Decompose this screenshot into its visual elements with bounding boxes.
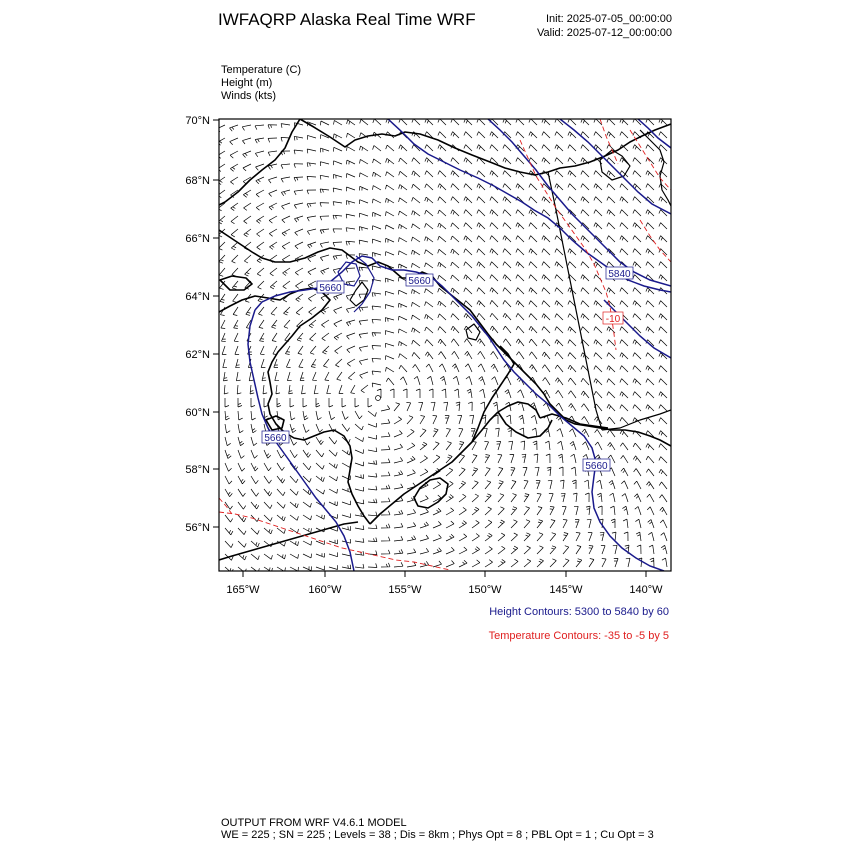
inland-waterbody-2 — [466, 324, 480, 340]
lat-label: 68°N — [185, 175, 210, 187]
lon-label: 150°W — [468, 584, 502, 596]
height-label-5660-a — [317, 281, 344, 294]
lat-label: 66°N — [185, 233, 210, 245]
height-label-text: 5660 — [319, 283, 342, 294]
lat-label: 70°N — [185, 115, 210, 127]
height-label-5840 — [606, 267, 633, 280]
latitude-axis — [185, 115, 219, 534]
seward-peninsula — [219, 230, 671, 446]
temperature-contour-ne-3 — [630, 130, 671, 190]
contour-labels — [262, 267, 633, 472]
height-label-text: 5840 — [608, 269, 631, 280]
lon-label: 155°W — [388, 584, 422, 596]
lon-label: 160°W — [308, 584, 342, 596]
lon-label: 140°W — [629, 584, 663, 596]
lat-label: 60°N — [185, 407, 210, 419]
footer-line-model: OUTPUT FROM WRF V4.6.1 MODEL — [221, 817, 407, 829]
lat-label: 56°N — [185, 522, 210, 534]
height-label-5660-c — [262, 431, 289, 444]
ne-islands — [600, 150, 630, 180]
temperature-contour-legend: Temperature Contours: -35 to -5 by 5 — [488, 630, 669, 642]
height-label-text: 5660 — [264, 433, 287, 444]
field-label-height: Height (m) — [221, 77, 273, 89]
ne-coastline — [640, 130, 671, 206]
valid-time: Valid: 2025-07-12_00:00:00 — [537, 27, 672, 39]
temperature-contour-south-2 — [219, 498, 232, 514]
height-label-5660-b — [406, 274, 433, 287]
kodiak-island — [414, 478, 448, 508]
init-time: Init: 2025-07-05_00:00:00 — [546, 13, 672, 25]
lat-label: 58°N — [185, 464, 210, 476]
height-label-5660-d — [583, 459, 610, 472]
height-label-text: 5660 — [408, 276, 431, 287]
arctic-coastline — [300, 119, 671, 175]
temperature-label-minus-10 — [603, 312, 623, 325]
height-contour-ne-4 — [604, 300, 671, 358]
temperature-label-text: -10 — [605, 314, 621, 325]
field-label-winds: Winds (kts) — [221, 90, 276, 102]
longitude-axis — [226, 571, 663, 596]
plot-title: IWFAQRP Alaska Real Time WRF — [218, 10, 476, 29]
height-contour-ne-3 — [560, 119, 671, 214]
height-contour-5840 — [488, 119, 671, 286]
lon-label: 165°W — [226, 584, 260, 596]
calm-wind-circle — [376, 396, 381, 401]
lat-label: 64°N — [185, 291, 210, 303]
lat-label: 62°N — [185, 349, 210, 361]
footer-line-options: WE = 225 ; SN = 225 ; Levels = 38 ; Dis = 8km ; Phys Opt = 8 ; PBL Opt = 1 ; Cu Opt = 3 — [221, 829, 654, 841]
field-label-temperature: Temperature (C) — [221, 64, 302, 76]
cook-inlet — [472, 346, 514, 442]
coastlines — [219, 119, 671, 560]
height-contour-legend: Height Contours: 5300 to 5840 by 60 — [489, 606, 669, 618]
model-info-footer — [221, 817, 654, 841]
height-label-text: 5660 — [585, 461, 608, 472]
lon-label: 145°W — [549, 584, 583, 596]
alaska-peninsula — [370, 402, 540, 524]
